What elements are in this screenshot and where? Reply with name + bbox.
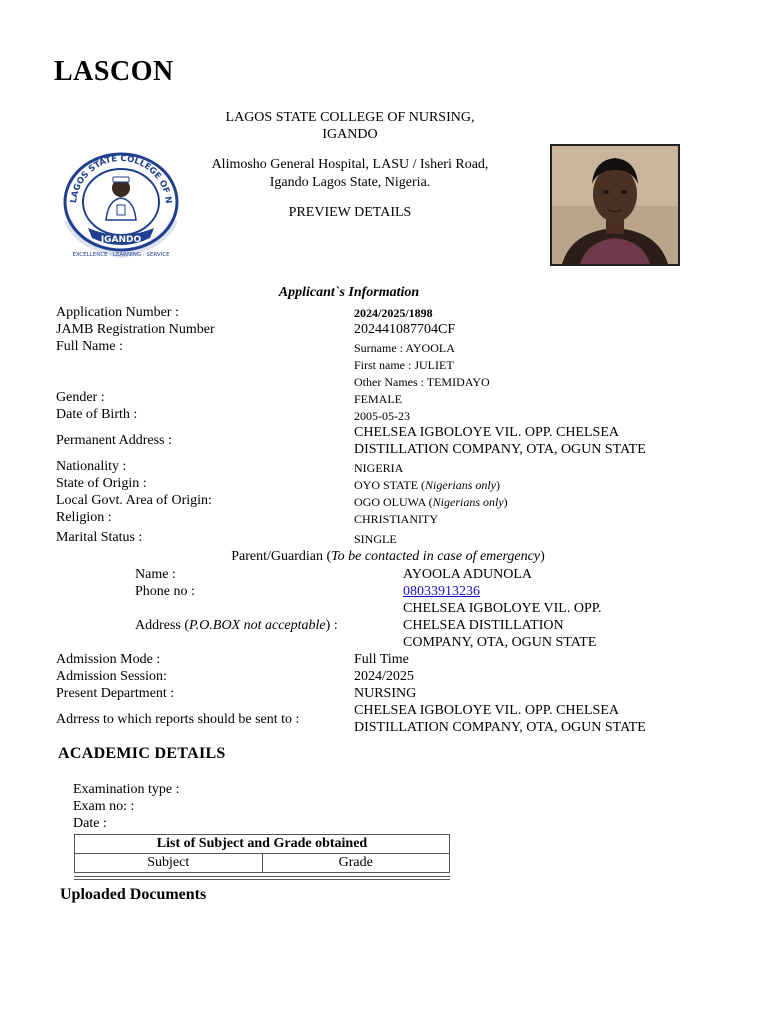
institution-address-line2: Igando Lagos State, Nigeria.: [269, 175, 431, 190]
value-present-department: NURSING: [354, 686, 417, 701]
value-guardian-address-line1: CHELSEA IGBOLOYE VIL. OPP.: [403, 601, 602, 616]
value-religion: CHRISTIANITY: [354, 512, 438, 526]
label-examination-type: Examination type :: [73, 782, 180, 797]
academic-details-title: ACADEMIC DETAILS: [58, 745, 226, 762]
label-guardian-phone: Phone no :: [135, 584, 195, 599]
value-guardian-address-line3: COMPANY, OTA, OGUN STATE: [403, 635, 597, 650]
value-lga-of-origin: OGO OLUWA (Nigerians only): [354, 495, 508, 509]
institution-name-line2: IGANDO: [322, 127, 378, 142]
label-application-number: Application Number :: [56, 305, 179, 320]
subject-grade-table-title: List of Subject and Grade obtained: [75, 835, 450, 854]
preview-heading: PREVIEW DETAILS: [288, 205, 412, 220]
label-admission-mode: Admission Mode :: [56, 652, 161, 667]
state-note: Nigerians only: [425, 478, 497, 492]
value-guardian-name: AYOOLA ADUNOLA: [403, 567, 532, 582]
institution-name-line1: LAGOS STATE COLLEGE OF NURSING,: [225, 110, 475, 125]
label-state-of-origin: State of Origin :: [56, 476, 147, 491]
label-permanent-address: Permanent Address :: [56, 433, 172, 448]
column-header-subject: Subject: [75, 854, 263, 873]
guardian-heading: Parent/Guardian (To be contacted in case of emergency): [231, 549, 545, 564]
svg-text:LAGOS STATE COLLEGE OF NURSING: LAGOS STATE COLLEGE OF N: [69, 153, 174, 205]
label-religion: Religion :: [56, 510, 112, 525]
label-report-address: Adrress to which reports should be sent to :: [56, 712, 300, 727]
value-permanent-address-line1: CHELSEA IGBOLOYE VIL. OPP. CHELSEA: [354, 425, 619, 440]
label-jamb-number: JAMB Registration Number: [56, 322, 215, 337]
value-report-address-line2: DISTILLATION COMPANY, OTA, OGUN STATE: [354, 720, 646, 735]
subject-grade-table: [74, 834, 450, 873]
label-admission-session: Admission Session:: [56, 669, 167, 684]
label-present-department: Present Department :: [56, 686, 175, 701]
value-report-address-line1: CHELSEA IGBOLOYE VIL. OPP. CHELSEA: [354, 703, 619, 718]
label-guardian-name: Name :: [135, 567, 176, 582]
column-header-grade: Grade: [262, 854, 450, 873]
guardian-phone-link[interactable]: 08033913236: [403, 584, 480, 599]
label-exam-date: Date :: [73, 816, 107, 831]
value-state-of-origin: OYO STATE (Nigerians only): [354, 478, 501, 492]
institution-address: [180, 156, 520, 192]
guardian-heading-note: To be contacted in case of emergency: [331, 549, 541, 564]
value-guardian-address-line2: CHELSEA DISTILLATION: [403, 618, 564, 633]
college-logo: [58, 150, 184, 260]
label-date-of-birth: Date of Birth :: [56, 407, 138, 422]
table-bottom-rule: [74, 876, 450, 880]
svg-text:EXCELLENCE · LEARNING · SERVIC: EXCELLENCE · LEARNING · SERVICE: [72, 252, 170, 258]
label-guardian-address: Address (P.O.BOX not acceptable) :: [135, 618, 338, 633]
label-nationality: Nationality :: [56, 459, 127, 474]
value-permanent-address-line2: DISTILLATION COMPANY, OTA, OGUN STATE: [354, 442, 646, 457]
value-surname: Surname : AYOOLA: [354, 341, 455, 355]
applicant-photo: [550, 144, 680, 266]
label-gender: Gender :: [56, 390, 105, 405]
lga-note: Nigerians only: [432, 495, 504, 509]
svg-text:IGANDO: IGANDO: [100, 235, 142, 245]
value-admission-mode: Full Time: [354, 652, 409, 667]
value-first-name: First name : JULIET: [354, 358, 454, 372]
label-exam-no: Exam no: :: [73, 799, 135, 814]
value-jamb-number: 202441087704CF: [354, 322, 456, 337]
value-marital-status: SINGLE: [354, 532, 397, 546]
institution-address-line1: Alimosho General Hospital, LASU / Isheri Road,: [211, 157, 489, 172]
applicant-section-title: Applicant`s Information: [278, 285, 420, 300]
value-application-number: 2024/2025/1898: [354, 306, 433, 320]
institution-name: [180, 109, 520, 143]
value-gender: FEMALE: [354, 392, 402, 406]
uploaded-documents-title: Uploaded Documents: [60, 886, 207, 903]
value-other-names: Other Names : TEMIDAYO: [354, 375, 490, 389]
label-full-name: Full Name :: [56, 339, 123, 354]
value-nationality: NIGERIA: [354, 461, 404, 475]
label-marital-status: Marital Status :: [56, 530, 143, 545]
value-admission-session: 2024/2025: [354, 669, 414, 684]
label-lga-of-origin: Local Govt. Area of Origin:: [56, 493, 212, 508]
brand-title: LASCON: [54, 56, 174, 87]
guardian-address-note: P.O.BOX not acceptable: [189, 618, 326, 633]
value-date-of-birth: 2005-05-23: [354, 409, 410, 423]
